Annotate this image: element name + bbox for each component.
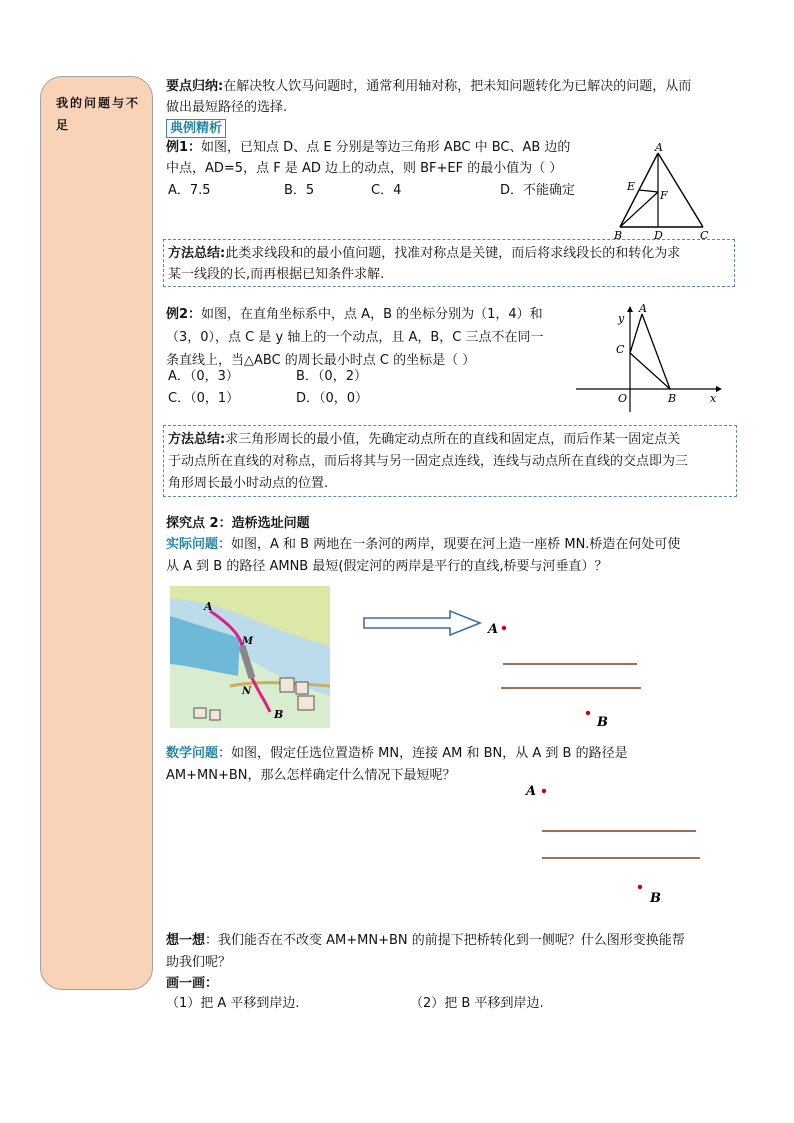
example2-line2: （3，0），点 C 是 y 轴上的一个动点，且 A，B，C 三点不在同一 [166,330,544,345]
example1-line2: 中点，AD=5，点 F 是 AD 边上的动点，则 BF+EF 的最小值为（ ） [166,161,563,176]
key-points [166,76,736,118]
label-e: E [627,180,636,193]
summary1-line1: 此类求线段和的最小值问题，找准对称点是关键，而后将求线段长的和转化为求 [225,246,681,261]
coordinate-figure [576,300,726,412]
example1-line1: 如图，已知点 D、点 E 分别是等边三角形 ABC 中 BC、AB 边的 [201,140,571,155]
example2-line3: 条直线上，当△ABC 的周长最小时点 C 的坐标是（ ） [166,353,476,368]
draw-item-1: （1）把 A 平移到岸边. [166,996,300,1011]
example1 [166,137,606,179]
key-points-label: 要点归纳: [166,79,224,94]
label-y: y [618,312,625,325]
label-c: C [616,343,625,356]
label-b: B [668,392,677,405]
math-line1: ：如图，假定任选位置造桥 MN，连接 AM 和 BN，从 A 到 B 的路径是 [218,746,628,761]
summary1 [168,243,733,285]
map-label-b: B [274,708,284,721]
label-x: x [710,392,717,405]
river-diagram-2 [522,777,712,909]
label-c: C [700,229,709,242]
map-label-n: N [242,686,252,697]
river-diagram-1 [484,615,654,735]
diagram2-label-a: A [526,784,537,799]
summary2-line3: 角形周长最小时动点的位置. [168,476,329,491]
practical-line1: ：如图，A 和 B 两地在一条河的两岸，现要在河上造一座桥 MN.桥造在何处可使 [218,537,681,552]
summary2-label: 方法总结: [168,432,226,447]
example2-label: 例2： [166,307,202,322]
summary1-line2: 某一线段的长,而再根据已知条件求解. [168,267,385,282]
think-line2: 助我们呢？ [166,955,232,970]
think-section [166,930,736,974]
point-b [586,711,590,715]
diagram2-label-b: B [650,891,661,906]
draw-label: 画一画： [166,976,219,991]
diagram1-label-a: A [488,622,499,637]
label-o: O [618,392,628,405]
summary2-line1: 求三角形周长的最小值，先确定动点所在的直线和固定点，而后作某一固定点关 [225,432,681,447]
sidebar-label: 我的问题与不足 [56,96,141,132]
summary2 [168,429,736,495]
label-a: A [639,302,647,315]
example1-option-a: A．7.5 [168,183,211,198]
notes-sidebar [40,76,153,990]
example1-option-d: D．不能确定 [500,183,576,198]
example1-label: 例1： [166,140,202,155]
section-heading-text: 典例精析 [166,119,226,138]
label-d: D [654,229,663,242]
example2-option-b: B．（0，2） [296,369,367,384]
map-label-a: A [204,600,213,613]
example2 [166,303,586,372]
practical-line2: 从 A 到 B 的路径 AMNB 最短(假定河的两岸是平行的直线,桥要与河垂直）？ [166,559,608,574]
point-a [502,626,506,630]
example1-option-b: B．5 [284,183,315,198]
example2-option-d: D．（0，0） [296,391,369,406]
triangle-figure [600,138,730,246]
practical-problem [166,534,736,578]
think-line1: ：我们能否在不改变 AM+MN+BN 的前提下把桥转化到一侧呢？什么图形变换能帮 [205,933,685,948]
explore2-heading: 探究点 2：造桥选址问题 [166,516,310,531]
label-b: B [614,229,623,242]
math-line2: AM+MN+BN，那么怎样确定什么情况下最短呢？ [166,768,456,783]
key-points-line1: 在解决牧人饮马问题时，通常利用轴对称，把未知问题转化为已解决的问题，从而 [223,79,692,94]
river-map-picture [170,586,330,728]
math-label: 数学问题 [166,746,219,761]
map-label-m: M [242,636,254,647]
point-a [542,789,546,793]
label-f: F [660,189,668,202]
think-label: 想一想 [166,933,206,948]
summary1-label: 方法总结: [168,246,226,261]
practical-label: 实际问题 [166,537,219,552]
key-points-line2: 做出最短路径的选择. [166,100,288,115]
section-heading [166,118,226,139]
example2-option-a: A．（0，3） [168,369,239,384]
right-arrow-icon [362,609,484,637]
label-a: A [655,141,663,154]
example2-option-c: C．（0，1） [168,391,240,406]
diagram1-label-b: B [597,715,608,730]
summary2-line2: 于动点所在直线的对称点，而后将其与另一固定点连线，连线与动点所在直线的交点即为三 [168,454,689,469]
example2-line1: 如图，在直角坐标系中，点 A，B 的坐标分别为（1，4）和 [201,307,543,322]
point-b [638,885,642,889]
example1-option-c: C．4 [371,183,402,198]
draw-item-2: （2）把 B 平移到岸边. [410,996,544,1011]
